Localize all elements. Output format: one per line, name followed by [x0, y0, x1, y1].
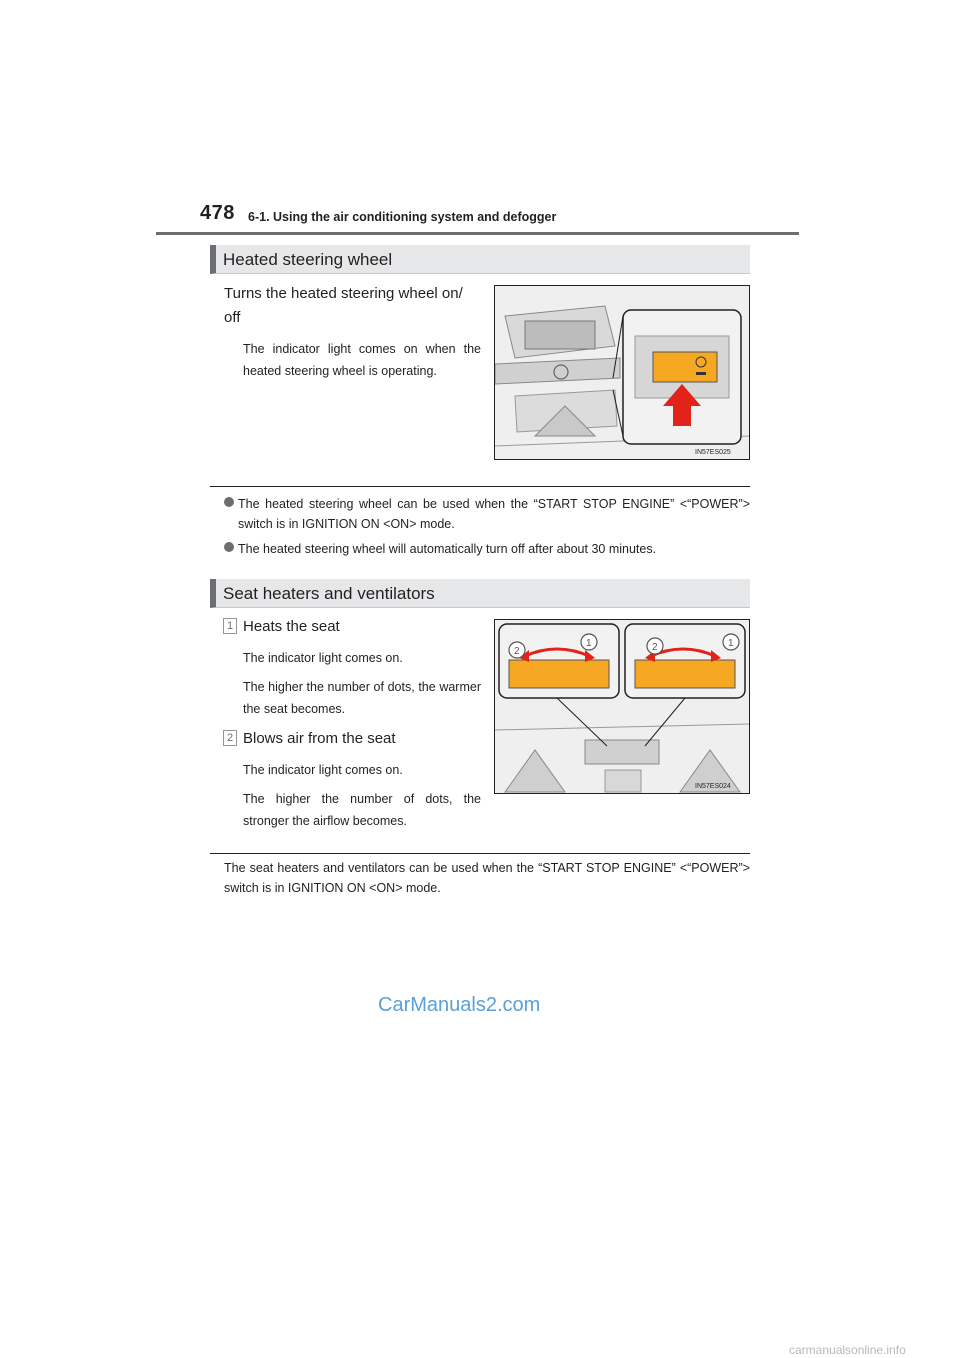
steering-main-text: Turns the heated steering wheel on/ off: [224, 285, 463, 326]
chapter-title: 6-1. Using the air conditioning system and defogger: [248, 210, 557, 224]
note-item: [224, 494, 750, 534]
seat-figure-code: IN57ES024: [695, 783, 731, 790]
watermark-text: CarManuals2.com: [378, 994, 541, 1016]
note-text: The heated steering wheel will automatically turn off after about 30 minutes.: [238, 542, 657, 556]
callout-2: 2: [514, 646, 520, 657]
bullet-icon: [224, 497, 234, 507]
page-header: [200, 202, 800, 236]
bottom-logo-text: carmanualsonline.info: [789, 1343, 906, 1357]
item1-title: Heats the seat: [243, 618, 340, 635]
section-title-seat-heaters: Seat heaters and ventilators: [210, 579, 750, 608]
step-number-2: 2: [223, 730, 237, 746]
section-divider: [210, 853, 750, 854]
steering-figure-code: IN57ES025: [695, 449, 731, 456]
bullet-icon: [224, 542, 234, 552]
note-item: [224, 539, 750, 559]
seat-usage-note: The seat heaters and ventilators can be used when the “START STOP ENGINE” <“POWER”> switch is in IGNITION ON <ON> mode.: [224, 861, 750, 895]
item2-line1: The indicator light comes on.: [243, 763, 403, 777]
item1-line2: The higher the number of dots, the warmer the seat becomes.: [243, 680, 481, 716]
callout-1: 1: [586, 638, 592, 649]
note-text: The heated steering wheel can be used when the “START STOP ENGINE” <“POWER”> switch is in IGNITION ON <ON> mode.: [238, 497, 750, 531]
callout-2: 2: [652, 642, 658, 653]
seat-switch-illustration: [494, 619, 750, 794]
steering-sub-text: The indicator light comes on when the heated steering wheel is operating.: [243, 342, 481, 378]
page-number: 478: [200, 202, 235, 224]
step-number-1: 1: [223, 618, 237, 634]
item1-line1: The indicator light comes on.: [243, 651, 403, 665]
steering-switch-illustration: [494, 285, 750, 460]
header-divider: [156, 232, 799, 235]
callout-1: 1: [728, 638, 734, 649]
item2-title: Blows air from the seat: [243, 730, 396, 747]
item2-line2: The higher the number of dots, the stronger the airflow becomes.: [243, 792, 481, 828]
section-title-heated-steering: Heated steering wheel: [210, 245, 750, 274]
section-divider: [210, 486, 750, 487]
